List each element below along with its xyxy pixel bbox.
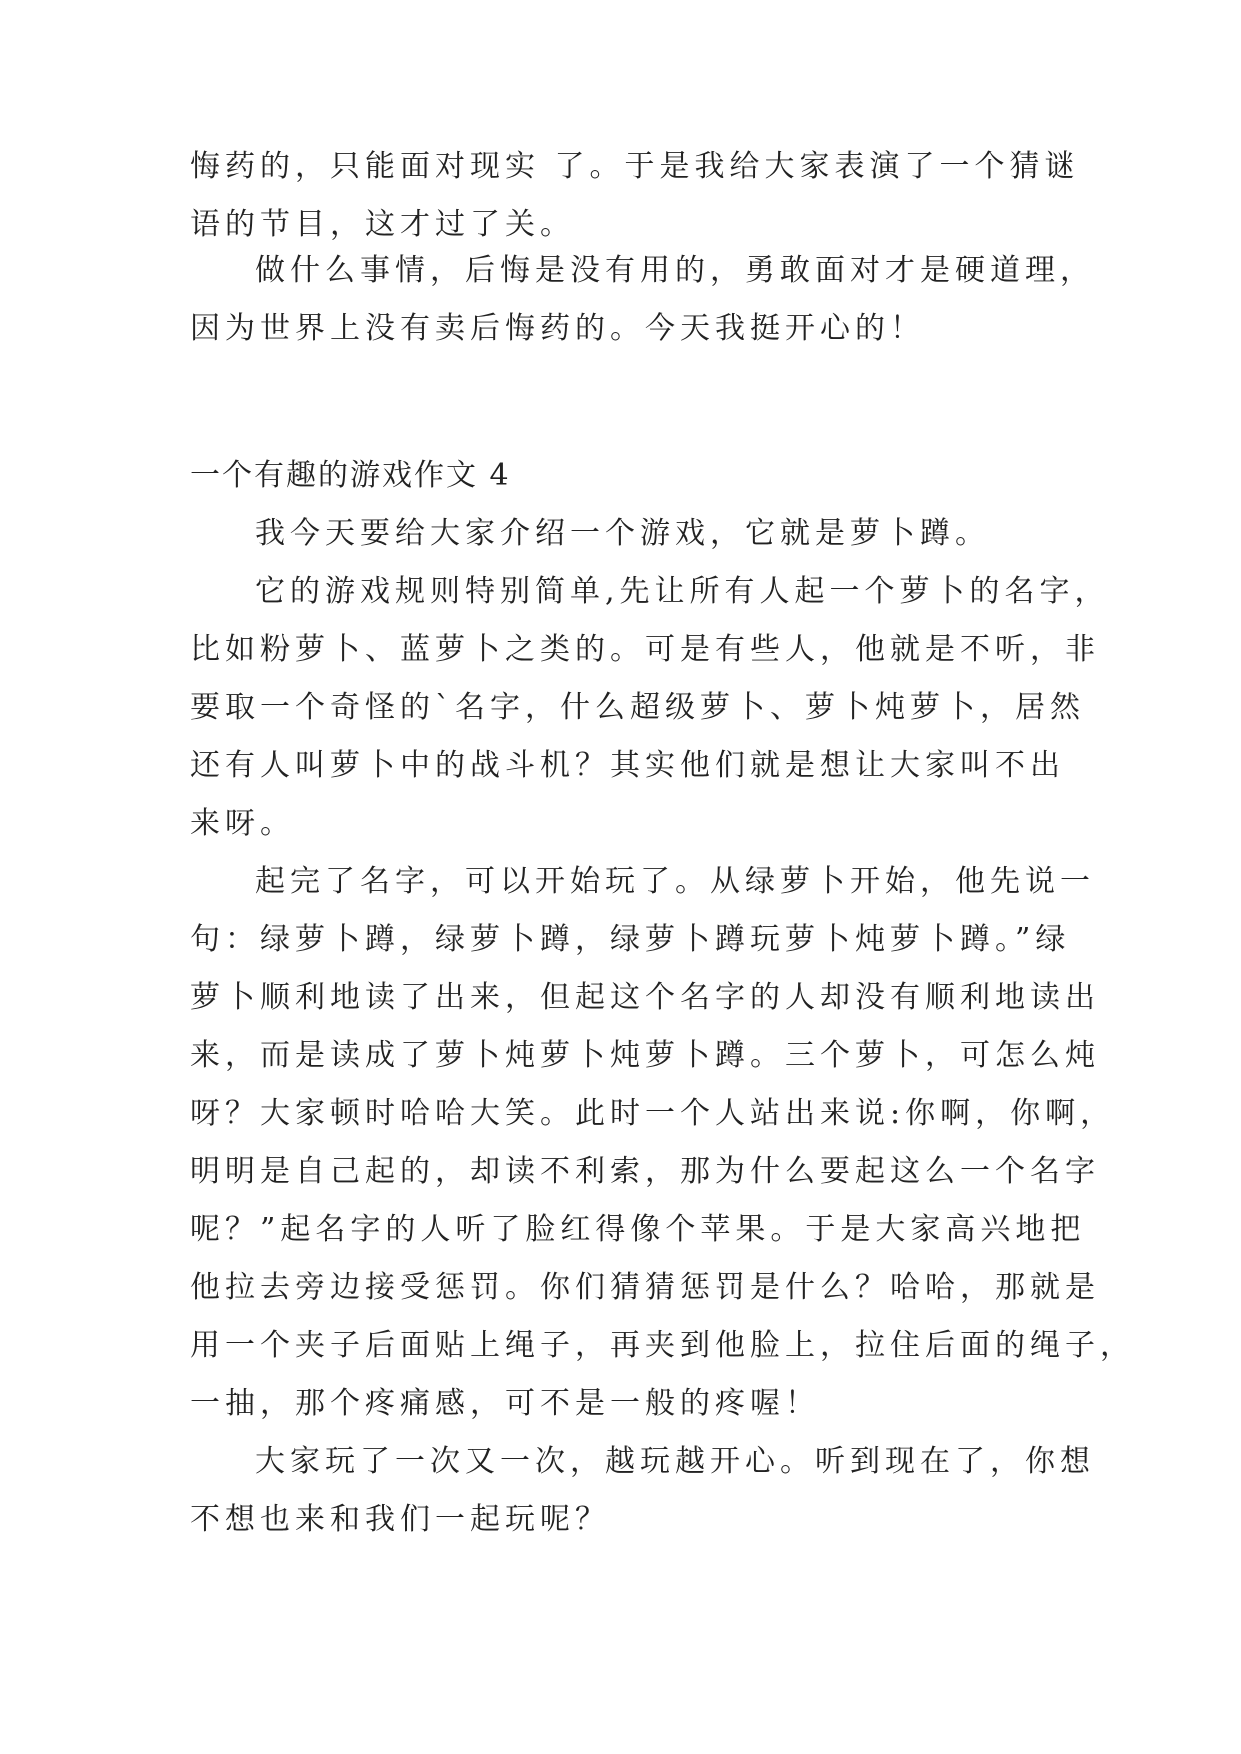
essay-title: 一个有趣的游戏作文 4	[190, 458, 511, 493]
paragraph-line: 来，而是读成了萝卜炖萝卜炖萝卜蹲。三个萝卜，可怎么炖	[190, 1038, 1100, 1073]
paragraph-line: 因为世界上没有卖后悔药的。今天我挺开心的！	[190, 311, 925, 346]
paragraph-line: 萝卜顺利地读了出来，但起这个名字的人却没有顺利地读出	[190, 980, 1100, 1015]
paragraph-line: 还有人叫萝卜中的战斗机？其实他们就是想让大家叫不出	[190, 748, 1065, 783]
paragraph-line: 它的游戏规则特别简单,先让所有人起一个萝卜的名字，	[255, 574, 1110, 609]
paragraph-line: 比如粉萝卜、蓝萝卜之类的。可是有些人，他就是不听，非	[190, 632, 1100, 667]
paragraph-line: 起完了名字，可以开始玩了。从绿萝卜开始，他先说一	[255, 864, 1095, 899]
paragraph-line: 来呀。	[190, 806, 295, 841]
paragraph-line: 我今天要给大家介绍一个游戏，它就是萝卜蹲。	[255, 516, 990, 551]
paragraph-line: 做什么事情，后悔是没有用的，勇敢面对才是硬道理，	[255, 253, 1095, 288]
paragraph-line: 悔药的，只能面对现实 了。于是我给大家表演了一个猜谜	[190, 149, 1080, 184]
gameplay-paragraph	[190, 853, 1135, 1433]
paragraph-line: 不想也来和我们一起玩呢？	[190, 1502, 610, 1537]
rules-paragraph	[190, 563, 1110, 853]
conclusion-paragraph	[190, 242, 1095, 358]
intro-paragraph	[190, 505, 1052, 563]
paragraph-line: 呀？大家顿时哈哈大笑。此时一个人站出来说:你啊，你啊，	[190, 1096, 1116, 1131]
paragraph-line: 一抽，那个疼痛感，可不是一般的疼喔！	[190, 1386, 820, 1421]
paragraph-line: 要取一个奇怪的`名字，什么超级萝卜、萝卜炖萝卜，居然	[190, 690, 1085, 725]
paragraph-line: 他拉去旁边接受惩罚。你们猜猜惩罚是什么？哈哈，那就是	[190, 1270, 1100, 1305]
paragraph-line: 明明是自己起的，却读不利索，那为什么要起这么一个名字	[190, 1154, 1100, 1189]
paragraph-line: 语的节目，这才过了关。	[190, 207, 575, 242]
paragraph-line: 呢？”起名字的人听了脸红得像个苹果。于是大家高兴地把	[190, 1212, 1086, 1247]
closing-paragraph	[190, 1433, 1095, 1549]
continuation-paragraph	[190, 138, 1080, 254]
paragraph-line: 用一个夹子后面贴上绳子，再夹到他脸上，拉住后面的绳子，	[190, 1328, 1135, 1363]
paragraph-line: 大家玩了一次又一次，越玩越开心。听到现在了，你想	[255, 1444, 1095, 1479]
paragraph-line: 句：绿萝卜蹲，绿萝卜蹲，绿萝卜蹲玩萝卜炖萝卜蹲。”绿	[190, 922, 1071, 957]
